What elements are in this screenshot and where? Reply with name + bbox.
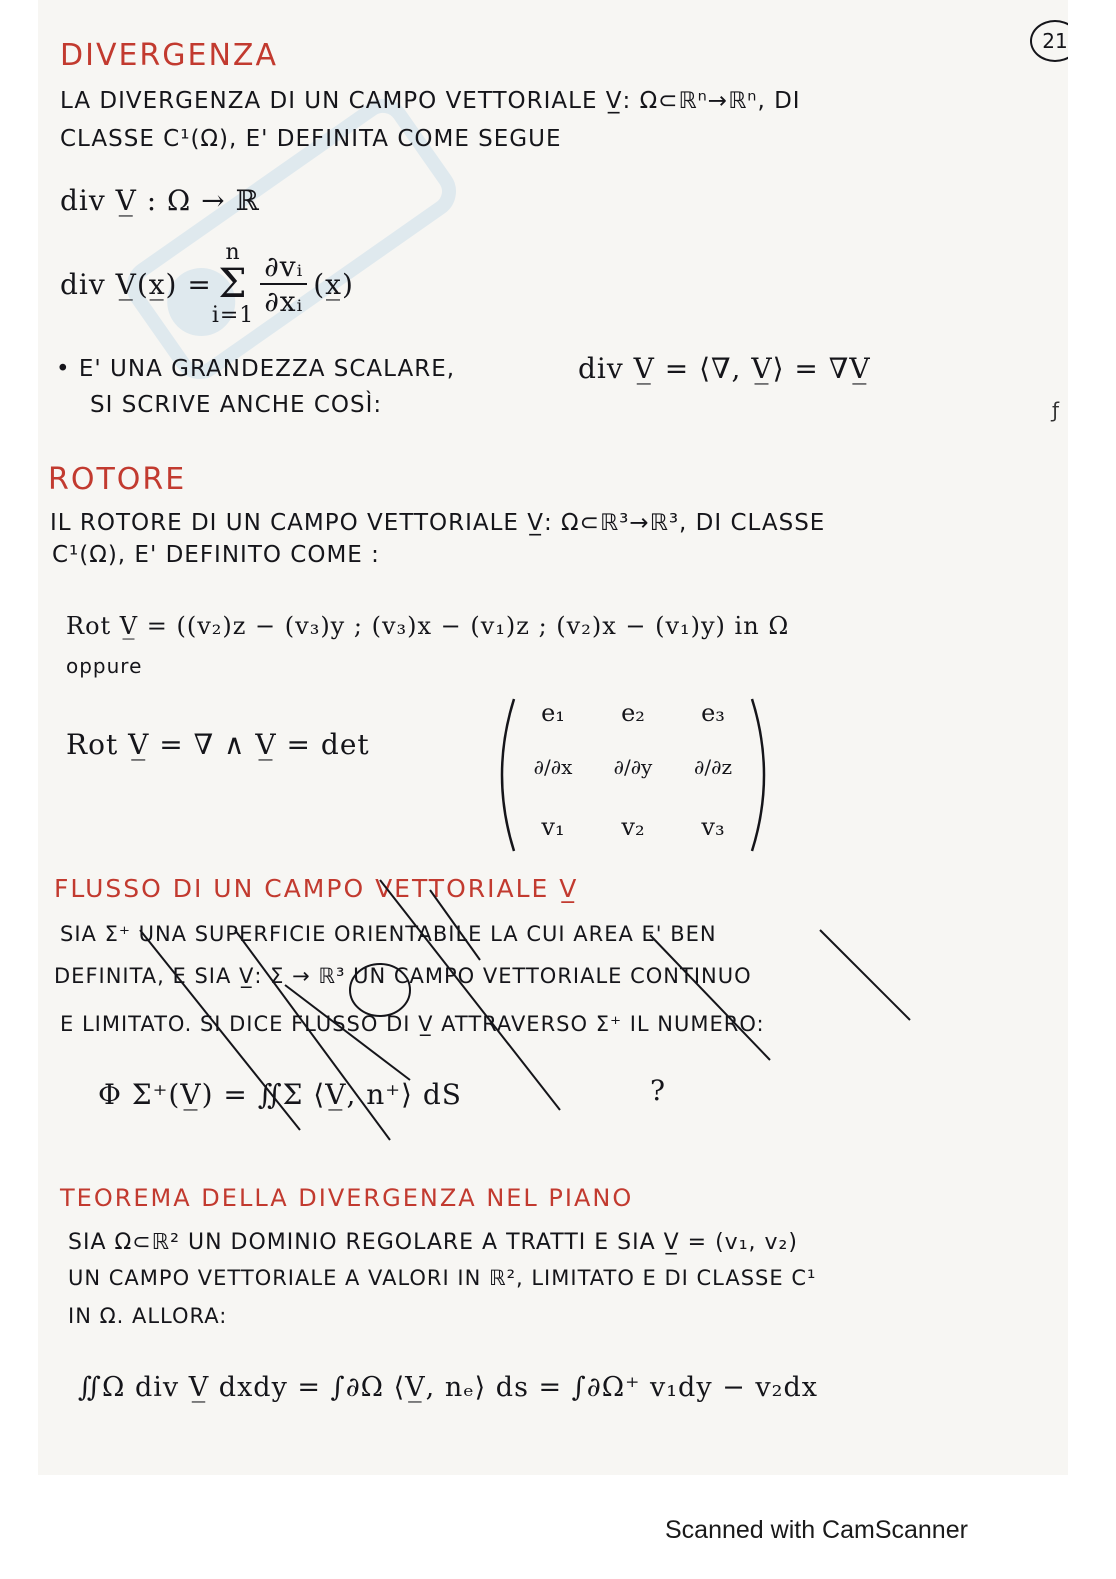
flusso-formula: Φ Σ⁺(V̲) = ∬Σ ⟨V̲, n⁺⟩ dS (98, 1078, 462, 1111)
left-parenthesis (488, 695, 518, 855)
divergenza-note-2: SI SCRIVE ANCHE COSÌ: (90, 392, 383, 418)
determinant-matrix (488, 695, 798, 855)
divergenza-note-formula: div V̲ = ⟨∇, V̲⟩ = ∇V̲ (578, 352, 871, 385)
fraction-numerator: ∂vᵢ (260, 250, 307, 285)
sum-lower: i=1 (211, 303, 255, 328)
divergenza-text-line-2: CLASSE C¹(Ω), E' DEFINITA COME SEGUE (60, 126, 562, 152)
matrix-cell-dy: ∂/∂y (613, 755, 653, 779)
page-number-badge (1030, 20, 1068, 62)
flusso-text-line-3: E LIMITATO. SI DICE FLUSSO DI V̲ ATTRAVERSO Σ⁺ IL NUMERO: (60, 1012, 765, 1036)
div-formula-tail: (x̲) (313, 267, 354, 301)
teorema-text-line-2: UN CAMPO VETTORIALE A VALORI IN ℝ², LIMITATO E DI CLASSE C¹ (68, 1266, 817, 1290)
teorema-formula: ∬Ω div V̲ dxdy = ∫∂Ω ⟨V̲, nₑ⟩ ds = ∫∂Ω⁺ v₁dy − v₂dx (78, 1372, 818, 1403)
camscanner-footer: Scanned with CamScanner (665, 1516, 968, 1544)
rotore-text-line-1: IL ROTORE DI UN CAMPO VETTORIALE V̲: Ω⊂ℝ³→ℝ³, DI CLASSE (50, 510, 826, 536)
matrix-cell-v3: v₃ (701, 813, 725, 841)
teorema-text-line-3: IN Ω. ALLORA: (68, 1304, 228, 1328)
rotore-formula-components: Rot V̲ = ((v₂)z − (v₃)y ; (v₃)x − (v₁)z ; (v₂)x − (v₁)y) in Ω (66, 612, 790, 640)
sum-upper: n (225, 240, 241, 265)
matrix-cell-e1: e₁ (541, 699, 565, 727)
section-title-divergenza: DIVERGENZA (60, 38, 278, 73)
rotore-oppure: oppure (66, 654, 143, 678)
summation-symbol: n Σ i=1 (211, 240, 255, 328)
matrix-cell-e3: e₃ (701, 699, 725, 727)
div-formula-lhs: div V̲(x̲) = (60, 267, 212, 301)
flusso-question-mark: ? (650, 1074, 667, 1107)
divergenza-def-domain: div V̲ : Ω → ℝ (60, 184, 260, 217)
partial-fraction (260, 250, 307, 318)
fraction-denominator: ∂xᵢ (264, 285, 304, 318)
matrix-cell-v1: v₁ (541, 813, 565, 841)
flusso-text-line-1: SIA Σ⁺ UNA SUPERFICIE ORIENTABILE LA CUI AREA E' BEN (60, 922, 717, 946)
divergenza-def-formula (60, 240, 354, 328)
edge-mark: ƒ (1052, 398, 1060, 422)
rotore-text-line-2: C¹(Ω), E' DEFINITO COME : (52, 542, 380, 568)
divergenza-note-1: • E' UNA GRANDEZZA SCALARE, (56, 356, 456, 382)
matrix-cell-dz: ∂/∂z (694, 755, 732, 779)
rotore-formula-determinant: Rot V̲ = ∇ ∧ V̲ = det (66, 728, 370, 761)
section-title-flusso: FLUSSO DI UN CAMPO VETTORIALE V̲ (54, 874, 579, 903)
teorema-text-line-1: SIA Ω⊂ℝ² UN DOMINIO REGOLARE A TRATTI E SIA V̲ = (v₁, v₂) (68, 1230, 798, 1255)
matrix-cell-v2: v₂ (621, 813, 645, 841)
section-title-rotore: ROTORE (48, 462, 187, 497)
page-number: 21 (1042, 29, 1068, 53)
divergenza-text-line-1: LA DIVERGENZA DI UN CAMPO VETTORIALE V̲: Ω⊂ℝⁿ→ℝⁿ, DI (60, 88, 801, 114)
matrix-cell-dx: ∂/∂x (533, 755, 573, 779)
section-title-teorema: TEOREMA DELLA DIVERGENZA NEL PIANO (60, 1184, 634, 1212)
matrix-cell-e2: e₂ (621, 699, 645, 727)
scanned-page (38, 0, 1068, 1475)
flusso-text-line-2: DEFINITA, E SIA V̲: Σ → ℝ³ UN CAMPO VETTORIALE CONTINUO (54, 964, 752, 988)
right-parenthesis (748, 695, 778, 855)
